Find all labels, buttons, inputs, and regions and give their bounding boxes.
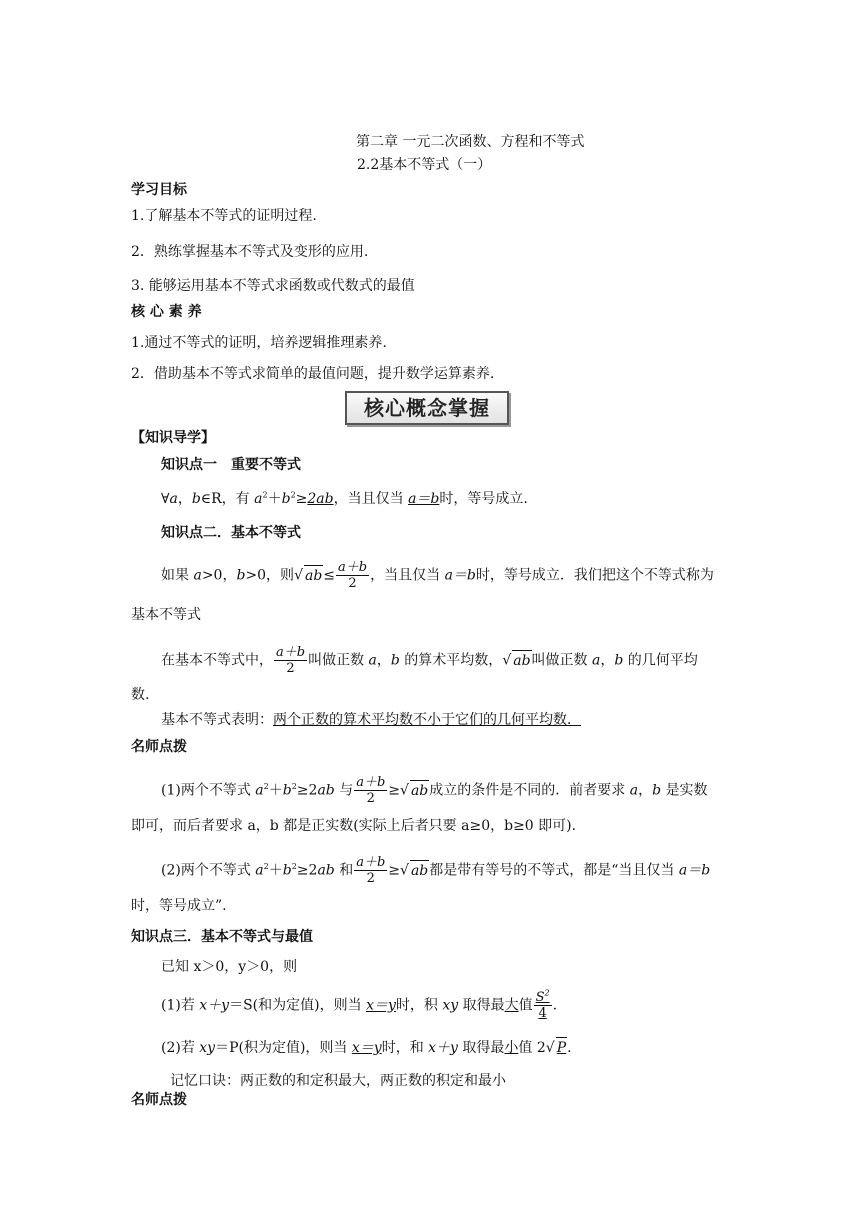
kp1-statement: ∀a，b∈R，有 $a^2+b^2\ge 2ab$，当且仅当 a＝b时，等号成立. (161, 490, 528, 507)
fraction: $\frac{a+b}{2}$ (356, 775, 386, 806)
kp2-definition-end: 数. (131, 687, 150, 703)
tips-heading-2: 名师点拨 (131, 1092, 187, 1108)
goal-item: 1.了解基本不等式的证明过程. (131, 208, 317, 224)
kp3-given: 已知 x＞0，y＞0，则 (161, 959, 298, 975)
tip-paragraph-1-cont: 即可，而后者要求 a，b 都是正实数(实际上后者只要 a≥0，b≥0 即可). (131, 818, 577, 834)
chapter-title: 第二章 一元二次函数、方程和不等式 (356, 134, 585, 150)
section-title: 2.2基本不等式（一） (357, 157, 492, 173)
tip-paragraph-2-cont: 时，等号成立”. (131, 898, 227, 914)
kp2-statement: 如果 a>0，b>0，则√ ab≤ $\frac{a+b}{2}$ ，当且仅当 a＝b时，等号成立．我们把这个不等式称为 (161, 560, 714, 591)
memory-rhyme: 记忆口诀：两正数的和定积最大，两正数的积定和最小 (170, 1073, 506, 1089)
fraction: $\frac{a+b}{2}$ (356, 855, 386, 886)
fraction: $\frac{a+b}{2}$ (276, 645, 306, 676)
kp3-item-2: (2)若 xy＝P(积为定值)，则当 x＝y时，和 x＋y 取得最小值 2√ P. (161, 1037, 572, 1058)
core-concept-banner: 核心概念掌握 (345, 391, 509, 425)
goal-item: 3. 能够运用基本不等式求函数或代数式的最值 (131, 278, 415, 294)
kp3-title: 知识点三．基本不等式与最值 (131, 929, 313, 945)
literacy-item: 2．借助基本不等式求简单的最值问题，提升数学运算素养. (131, 366, 495, 382)
guide-heading: 【知识导学】 (131, 430, 215, 446)
kp2-continuation: 基本不等式 (131, 607, 201, 623)
fraction: $\frac{S^2}{4}$ (535, 988, 550, 1021)
literacy-heading: 核 心 素 养 (131, 304, 202, 320)
tip-paragraph-2: (2)两个不等式 $a^2+b^2\ge 2ab$ 和 $\frac{a+b}{2}$ ≥√ ab都是带有等号的不等式，都是“当且仅当 a＝b (161, 855, 711, 886)
kp2-summary: 基本不等式表明：两个正数的算术平均数不小于它们的几何平均数． (161, 712, 581, 728)
kp2-title: 知识点二．基本不等式 (161, 525, 301, 541)
goals-heading: 学习目标 (131, 182, 187, 198)
tips-heading: 名师点拨 (131, 739, 187, 755)
kp3-item-1: (1)若 x＋y＝S(和为定值)，则当 x＝y时，积 xy 取得最大值 $\frac{S^2}{4}$ . (161, 988, 558, 1021)
kp1-title: 知识点一 重要不等式 (161, 457, 301, 473)
literacy-item: 1.通过不等式的证明，培养逻辑推理素养. (131, 335, 387, 351)
goal-item: 2．熟练掌握基本不等式及变形的应用. (131, 244, 369, 260)
kp2-definition: 在基本不等式中， $\frac{a+b}{2}$ 叫做正数 a，b 的算术平均数，√ ab叫做正数 a，b 的几何平均 (161, 645, 698, 676)
tip-paragraph-1: (1)两个不等式 $a^2+b^2\ge 2ab$ 与 $\frac{a+b}{2}$ ≥√ ab成立的条件是不同的．前者要求 a，b 是实数 (161, 775, 708, 806)
fraction: $\frac{a+b}{2}$ (338, 560, 368, 591)
